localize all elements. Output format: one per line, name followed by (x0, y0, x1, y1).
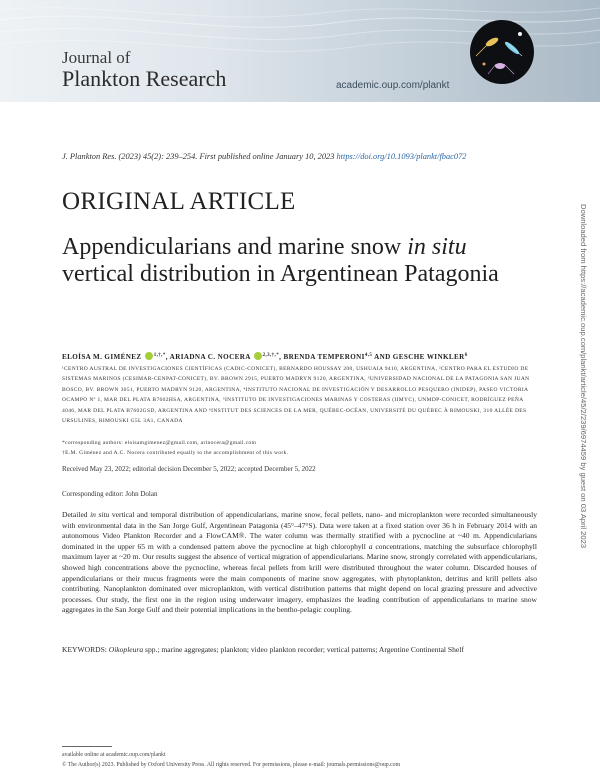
journal-plankton-logo (470, 20, 534, 84)
keyword-italic: Oikopleura (108, 645, 144, 654)
abstract-body-end: concentrations, matching the subsurface chlorophyll maximum layer at ~20 m. Our results suggest the absence of vertical migration of appendicularians. Marine snow, strongly correlated with appendicularians, showed high concentrations above the pycnocline, whereas fecal pellets from krill were distributed throughout the water column. Discarded houses of appendicularians or their mucus fragments were the main components of marine snow aggregates, with phytoplankton, detritus and krill pellets also contributing. Nanoplankton dominated over microplankton, with vertical distribution patterns that might depend on local grazing pressure and advective processes. Our study, the first one in the region using underwater imagery, emphasizes the leading contribution of appendicularians to marine snow aggregates in the San Jorge Gulf and their potential implications in the bentho-pelagic coupling. (62, 541, 537, 615)
title-part2: vertical distribution in Argentinean Patagonia (62, 261, 499, 287)
abstract (62, 510, 537, 616)
corresponding-emails: *corresponding authors: eloisamgimenez@gmail.com, arinocera@gmail.com (62, 440, 257, 446)
title-italic: in situ (407, 234, 467, 260)
equal-contribution-note: †E.M. Giménez and A.C. Nocera contributed equally to the accomplishment of this work. (62, 450, 289, 456)
abstract-italic-chl: a (368, 541, 373, 551)
author-1-affil: 1,†,* (153, 353, 166, 358)
keywords (62, 645, 537, 656)
title-part1: Appendicularians and marine snow (62, 234, 408, 260)
article-title (62, 234, 512, 288)
abstract-body: vertical and temporal distribution of appendicularians, marine snow, fecal pellets, nano- and microplankton were recorded simultaneously with environmental data in the San Jorge Gulf, Argentinean Patagonia (45°–47°S). Data were taken at a fixed station over 36 h in February 2014 with an autonomous Video Plankton Recorder and a FlowCAM®. The water column was thermally stratified with a pycnocline at ~40 m. Appendicularians dominated in the upper 65 m with a condensed pattern above the pycnocline at high chlorophyll (62, 510, 537, 551)
journal-banner (0, 0, 600, 102)
journal-name-line1: Journal of (62, 48, 131, 67)
article-dates: Received May 23, 2022; editorial decision December 5, 2022; accepted December 5, 2022 (62, 465, 316, 473)
orcid-icon[interactable] (145, 352, 153, 360)
abstract-lead: Detailed (62, 510, 91, 519)
author-4-affil: 6 (464, 353, 468, 358)
author-4: AND GESCHE WINKLER (372, 353, 465, 361)
journal-url-link[interactable]: academic.oup.com/plankt (336, 80, 450, 91)
citation-text: J. Plankton Res. (2023) 45(2): 239–254. First published online January 10, 2023 (62, 152, 337, 161)
doi-link[interactable]: https://doi.org/10.1093/plankt/fbac072 (336, 152, 467, 161)
author-3: , BRENDA TEMPERONI (279, 353, 365, 361)
keywords-label: KEYWORDS: (62, 645, 109, 654)
corresponding-editor: Corresponding editor: John Dolan (62, 490, 158, 498)
footer-divider (62, 746, 112, 747)
affiliations: ¹CENTRO AUSTRAL DE INVESTIGACIONES CIENTÍFICAS (CADIC-CONICET), BERNARDO HOUSSAY 200, USHUAIA 9410, ARGENTINA, ²CENTRO PARA EL ESTUDIO DE SISTEMAS MARINOS (CESIMAR-CENPAT-CONICET), BV. BROWN 2915, PUERTO MADRYN 9120, ARGENTINA, ³UNIVERSIDAD NACIONAL DE LA PATAGONIA SAN JUAN BOSCO, BV. BROWN 3051, PUERTO MADRYN 9120, ARGENTINA, ⁴INSTITUTO NACIONAL DE INVESTIGACIÓN Y DESARROLLO PESQUERO (INIDEP), PASEO VICTORIA OCAMPO Nº 1, MAR DEL PLATA B7602HSA, ARGENTINA, ⁵INSTITUTO DE INVESTIGACIONES MARINAS Y COSTERAS (IIMYC), UNMDP-CONICET, RODRÍGUEZ PEÑA 4046, MAR DEL PLATA B7602GSD, ARGENTINA AND ⁶INSTITUT DES SCIENCES DE LA MER, QUÉBEC-OCÉAN, UNIVERSITÉ DU QUÉBEC À RIMOUSKI, 310 ALLÉE DES URSULINES, RIMOUSKI G5L 3A1, CANADA (62, 366, 530, 425)
author-1: ELOÍSA M. GIMÉNEZ (62, 353, 142, 361)
author-list (62, 352, 532, 361)
corresponding-authors (62, 438, 534, 458)
orcid-icon[interactable] (254, 352, 262, 360)
author-2-affil: 2,3,†,* (262, 353, 280, 358)
download-watermark: Downloaded from https://academic.oup.com/plankt/article/45/2/239/6974459 by guest on 03 April 2023 (579, 204, 588, 549)
keywords-list: spp.; marine aggregates; plankton; video plankton recorder; vertical patterns; Argentine Continental Shelf (143, 645, 464, 654)
abstract-italic: in situ (90, 510, 110, 519)
journal-name-line2: Plankton Research (62, 66, 227, 91)
footer-availability: available online at academic.oup.com/plankt (62, 752, 166, 758)
citation-line (62, 152, 466, 161)
footer-copyright: © The Author(s) 2023. Published by Oxford University Press. All rights reserved. For permissions, please e-mail: journals.permissions@oup.com (62, 762, 401, 768)
author-3-affil: 4,5 (364, 353, 373, 358)
article-type-heading: ORIGINAL ARTICLE (62, 188, 296, 215)
author-2: , ARIADNA C. NOCERA (165, 353, 251, 361)
plankton-logo-icon (470, 20, 534, 84)
